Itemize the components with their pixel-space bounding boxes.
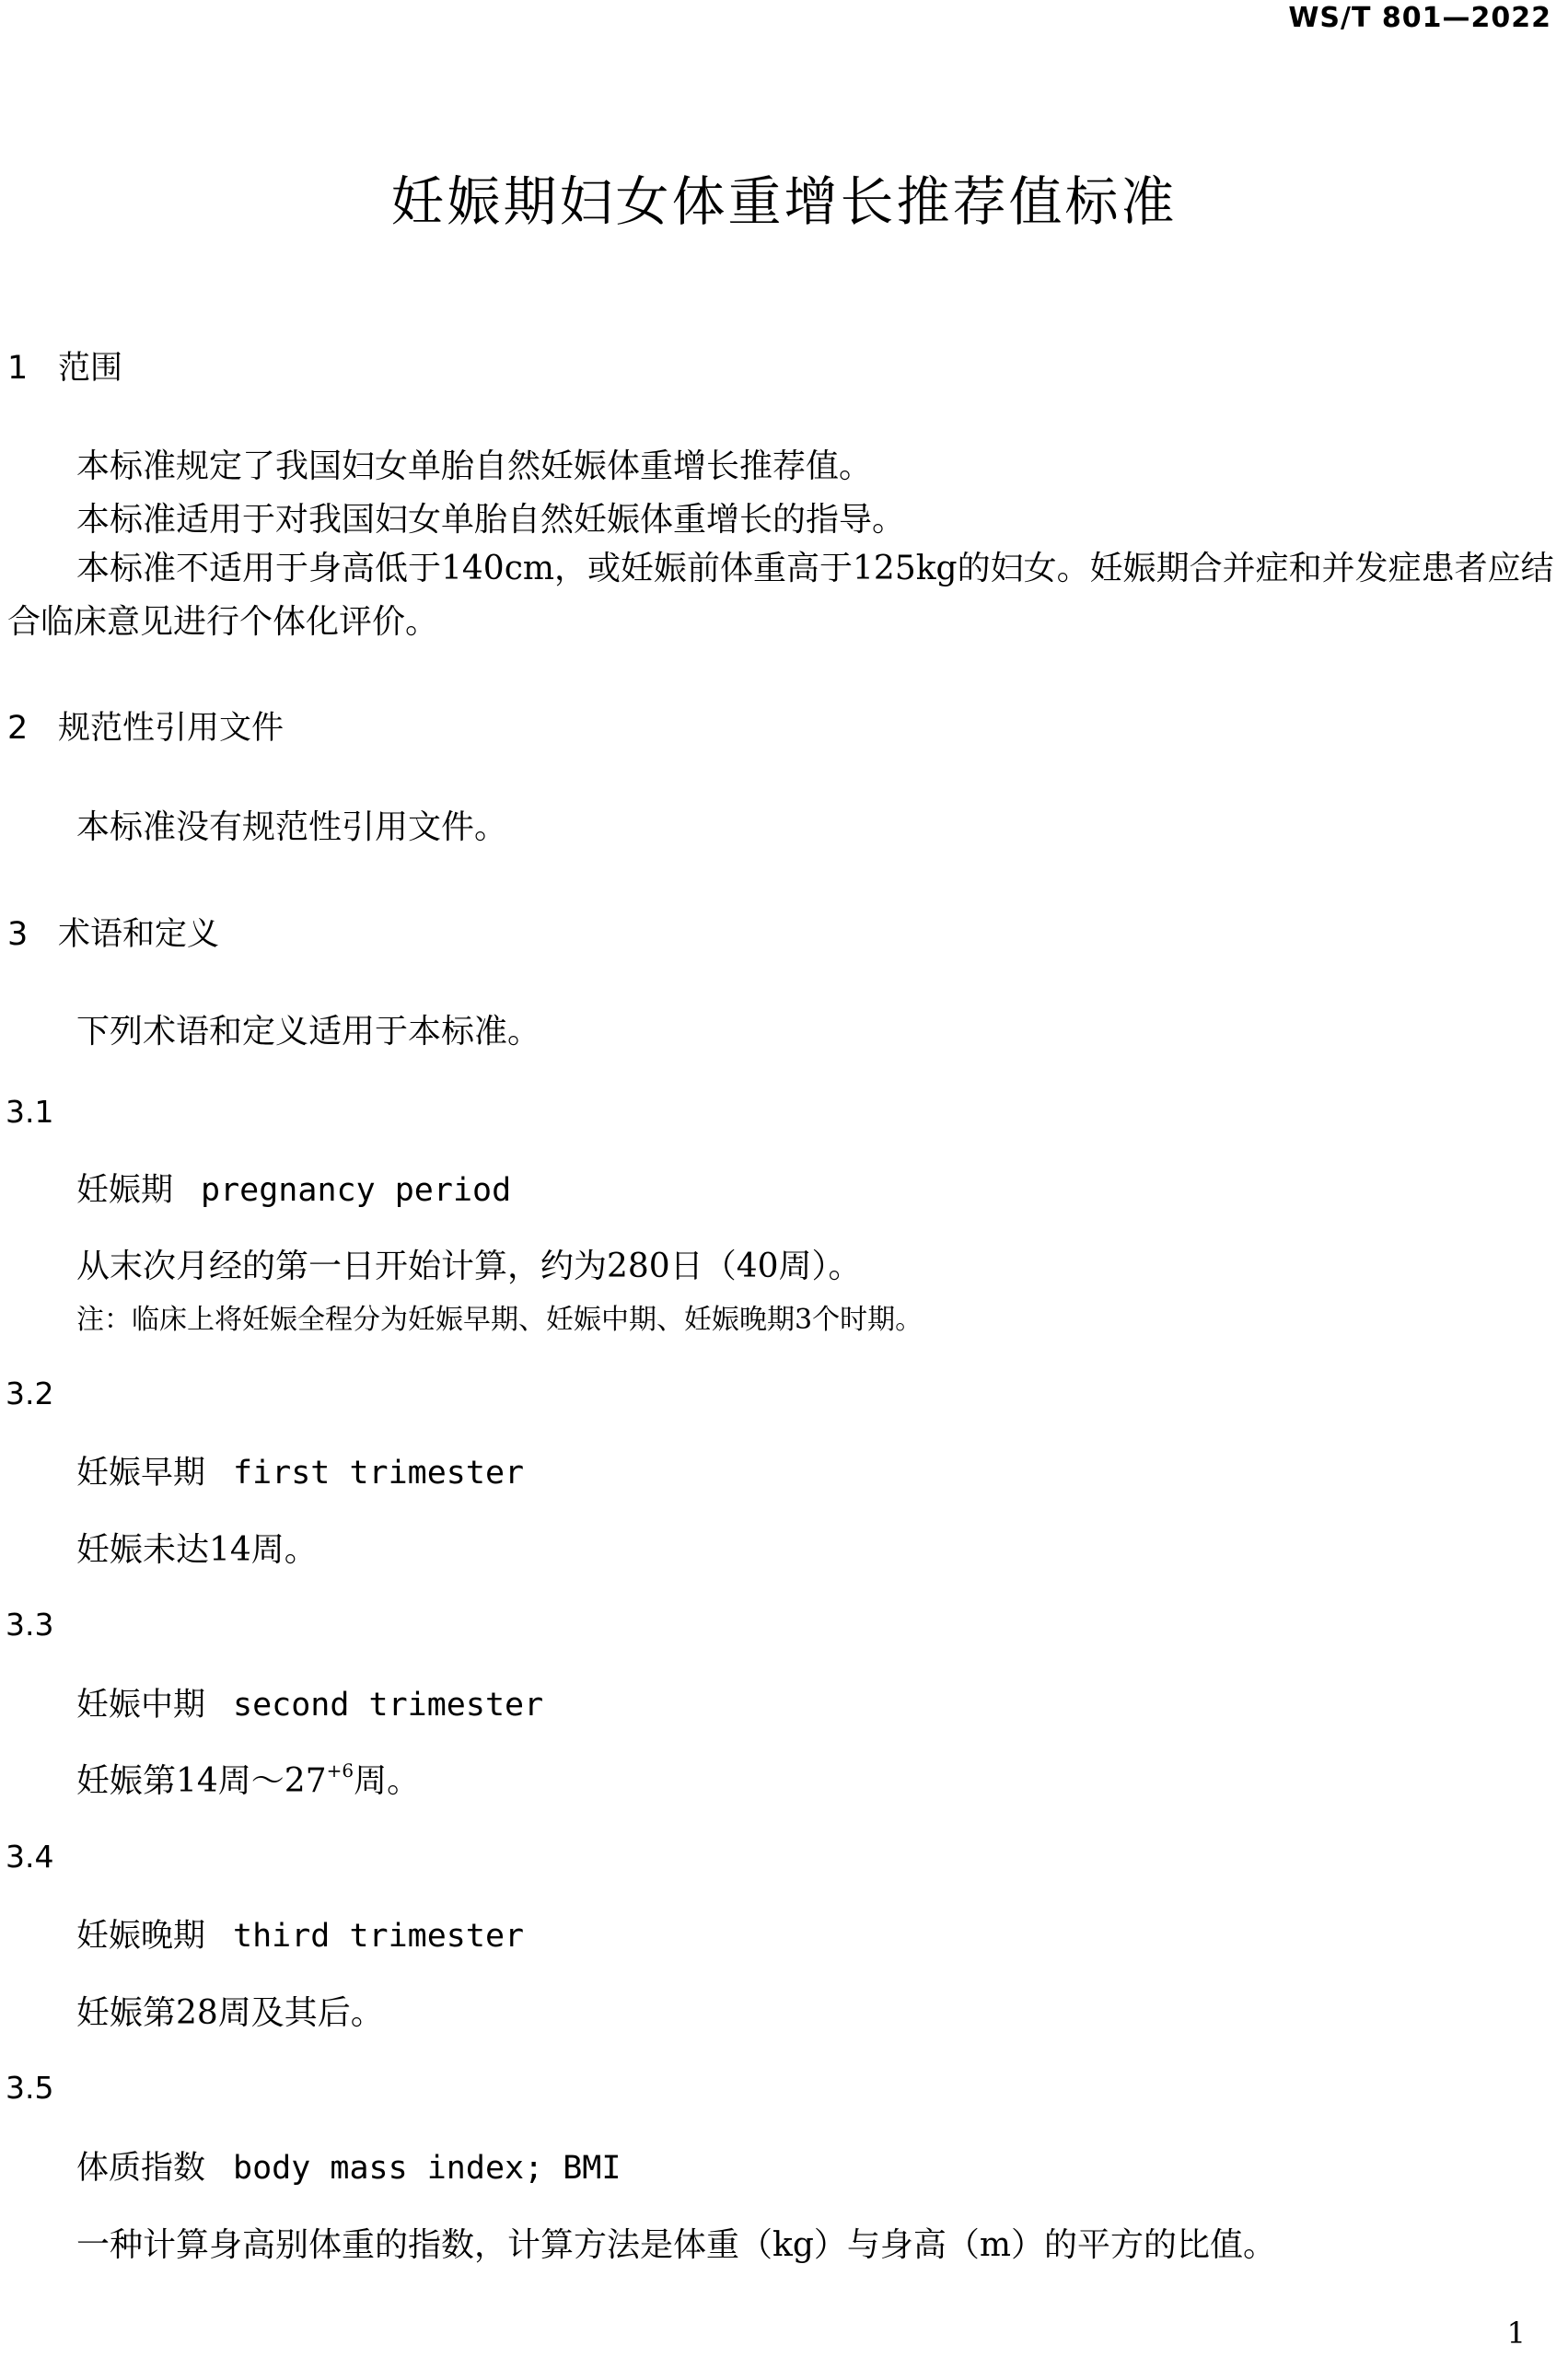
section-number: 1 [7,350,29,387]
definition-text-end: 周。 [354,1762,421,1800]
term-entry [76,1165,511,1211]
clause-number: 3.4 [6,1839,54,1875]
clause-number: 3.3 [6,1607,54,1643]
section-title: 规范性引用文件 [58,710,285,747]
clause-number: 3.5 [6,2070,54,2106]
term-note: 注：临床上将妊娠全程分为妊娠早期、妊娠中期、妊娠晚期3个时期。 [76,1304,923,1336]
section-number: 3 [7,916,29,953]
term-definition: 一种计算身高别体重的指数，计算方法是体重（kg）与身高（m）的平方的比值。 [76,2226,1276,2264]
term-zh: 妊娠期 [76,1172,174,1209]
section-title: 术语和定义 [58,916,220,953]
terms-intro-paragraph: 下列术语和定义适用于本标准。 [76,1013,541,1051]
normative-refs-paragraph: 本标准没有规范性引用文件。 [76,808,508,846]
section-2-heading [7,702,284,749]
page-number: 1 [1506,2316,1526,2351]
term-en: third trimester [233,1918,525,1955]
term-en: pregnancy period [201,1172,512,1209]
section-1-heading [7,343,122,389]
term-entry [76,1910,524,1956]
section-number: 2 [7,710,29,747]
scope-paragraph-2: 本标准适用于对我国妇女单胎自然妊娠体重增长的指导。 [76,501,906,539]
definition-text: 妊娠第14周～27 [76,1762,327,1800]
term-definition: 从末次月经的第一日开始计算，约为280日（40周）。 [76,1248,862,1285]
term-zh: 妊娠早期 [76,1455,206,1492]
term-definition: 妊娠未达14周。 [76,1531,318,1569]
term-entry [76,2142,621,2189]
term-zh: 妊娠晚期 [76,1918,206,1955]
term-en: body mass index; BMI [233,2150,621,2187]
term-entry [76,1447,524,1493]
term-definition [76,1755,420,1802]
term-zh: 妊娠中期 [76,1687,206,1724]
scope-paragraph-1: 本标准规定了我国妇女单胎自然妊娠体重增长推荐值。 [76,447,873,485]
term-en: first trimester [233,1455,525,1492]
term-en: second trimester [233,1687,544,1724]
standard-code: WS/T 801—2022 [1288,2,1551,34]
term-definition: 妊娠第28周及其后。 [76,1994,384,2032]
clause-number: 3.1 [6,1094,54,1130]
term-zh: 体质指数 [76,2150,206,2187]
superscript: +6 [326,1759,354,1782]
scope-paragraph-3: 本标准不适用于身高低于140cm，或妊娠前体重高于125kg的妇女。妊娠期合并症和并发症患者应结合临床意见进行个体化评价。 [7,550,1554,641]
section-title: 范围 [58,350,123,387]
term-entry [76,1679,543,1725]
document-title: 妊娠期妇女体重增长推荐值标准 [390,170,1178,233]
section-3-heading [7,909,219,955]
clause-number: 3.2 [6,1376,54,1411]
